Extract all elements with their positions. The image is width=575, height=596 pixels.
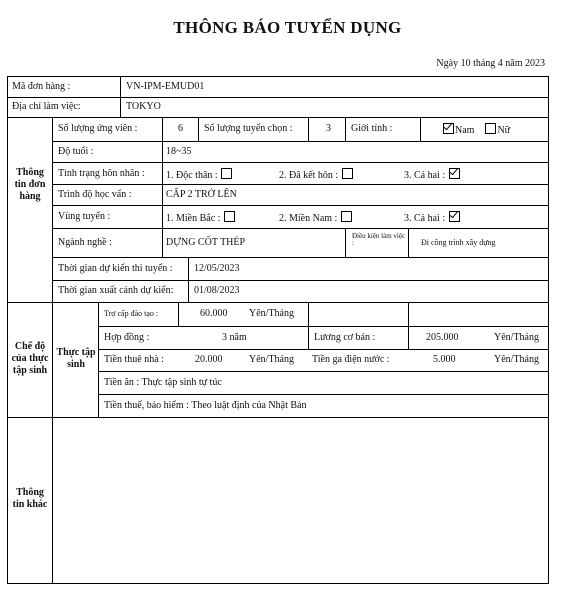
workplace-label: Địa chỉ làm việc: [12, 101, 81, 112]
region-label: Vùng tuyển : [58, 211, 111, 222]
rent-label: Tiền thuê nhà : [104, 354, 164, 365]
col-divider [345, 117, 346, 141]
row-divider [52, 205, 548, 206]
contract-label: Hợp đồng : [104, 332, 150, 343]
rent-unit: Yên/Tháng [249, 354, 294, 365]
row-divider [98, 326, 548, 327]
training-allowance-value: 60.000 [200, 308, 228, 319]
female-label: Nữ [497, 125, 511, 136]
marital-single-checkbox[interactable] [221, 168, 232, 179]
marital-label: Tình trạng hôn nhân : [58, 168, 145, 179]
conditions-value: Đi công trình xây dựng [421, 238, 496, 247]
applicants-label: Số lượng ứng viên : [58, 123, 138, 134]
salary-unit: Yên/Tháng [494, 332, 539, 343]
row-divider [52, 228, 548, 229]
document-date: Ngày 10 tháng 4 năm 2023 [436, 58, 545, 69]
col-divider [308, 302, 309, 349]
age-label: Độ tuổi : [58, 146, 94, 157]
marital-option-single [166, 168, 233, 182]
col-divider [308, 117, 309, 141]
col-divider [408, 228, 409, 257]
row-divider [52, 257, 548, 258]
intern-heading: Thực tập sinh [56, 347, 96, 370]
col-divider [420, 117, 421, 141]
departure-label: Thời gian xuất cảnh dự kiến: [58, 285, 174, 296]
region-opt1-label: 1. Miền Bắc : [166, 213, 221, 224]
marital-opt1-label: 1. Độc thân : [166, 170, 218, 181]
food-note: Tiền ăn : Thực tập sinh tự túc [104, 377, 222, 388]
marital-opt3-label: 3. Cả hai : [404, 170, 446, 181]
col-divider [408, 302, 409, 349]
marital-option-both [404, 168, 461, 182]
training-allowance-unit: Yên/Tháng [249, 308, 294, 319]
row-divider [8, 302, 548, 303]
workplace-value: TOKYO [126, 101, 161, 112]
marital-opt2-label: 2. Đã kết hôn : [279, 170, 339, 181]
col-divider [162, 141, 163, 257]
conditions-label: Điều kiện làm việc : [352, 232, 406, 247]
order-code-label: Mã đơn hàng : [12, 81, 71, 92]
row-divider [98, 394, 548, 395]
male-label: Nam [455, 125, 475, 136]
training-allowance-label: Trợ cấp đào tạo : [104, 309, 159, 318]
row-divider [52, 162, 548, 163]
col-divider [98, 302, 99, 417]
age-value: 18~35 [166, 146, 192, 157]
recruitment-form [7, 76, 549, 584]
col-divider [345, 228, 346, 257]
salary-label: Lương cơ bản : [314, 332, 376, 343]
col-divider [198, 117, 199, 141]
job-value: DỰNG CỐT THÉP [166, 237, 246, 248]
other-info-heading: Thông tin khác [12, 487, 48, 510]
row-divider [8, 97, 548, 98]
salary-value: 205.000 [426, 332, 459, 343]
utility-unit: Yên/Tháng [494, 354, 539, 365]
document-title: THÔNG BÁO TUYỂN DỤNG [173, 18, 402, 37]
region-both-checkbox[interactable] [449, 211, 460, 222]
order-code-value: VN-IPM-EMUD01 [126, 81, 205, 92]
region-opt3-label: 3. Cả hai : [404, 213, 446, 224]
rent-value: 20.000 [195, 354, 223, 365]
utility-label: Tiền ga điện nước : [312, 354, 390, 365]
row-divider [98, 349, 548, 350]
region-option-both [404, 211, 461, 225]
job-label: Ngành nghề : [58, 237, 112, 248]
benefits-heading: Chế độ của thực tập sinh [11, 341, 49, 376]
col-divider [162, 117, 163, 141]
marital-both-checkbox[interactable] [449, 168, 460, 179]
education-value: CẤP 2 TRỞ LÊN [166, 189, 237, 200]
contract-value: 3 năm [222, 332, 247, 343]
row-divider [52, 141, 548, 142]
region-option-south [279, 211, 353, 225]
row-divider [98, 371, 548, 372]
region-south-checkbox[interactable] [341, 211, 352, 222]
female-checkbox[interactable] [485, 123, 496, 134]
tax-note: Tiền thuế, bảo hiểm : Theo luật định của Nhật Bản [104, 400, 307, 411]
selected-label: Số lượng tuyển chọn : [204, 123, 293, 134]
exam-label: Thời gian dự kiến thi tuyển : [58, 263, 173, 274]
marital-option-married [279, 168, 354, 182]
departure-value: 01/08/2023 [194, 285, 240, 296]
row-divider [8, 117, 548, 118]
col-divider [120, 77, 121, 117]
region-option-north [166, 211, 236, 225]
region-opt2-label: 2. Miền Nam : [279, 213, 338, 224]
col-divider [178, 302, 179, 326]
utility-value: 5.000 [433, 354, 456, 365]
gender-options [442, 123, 510, 137]
marital-married-checkbox[interactable] [342, 168, 353, 179]
applicants-value: 6 [178, 123, 183, 134]
col-divider [188, 257, 189, 302]
male-checkbox[interactable] [443, 123, 454, 134]
education-label: Trình độ học vấn : [58, 189, 132, 200]
exam-value: 12/05/2023 [194, 263, 240, 274]
other-info-area[interactable] [53, 418, 548, 583]
row-divider [52, 184, 548, 185]
region-north-checkbox[interactable] [224, 211, 235, 222]
gender-label: Giới tính : [351, 123, 393, 134]
order-info-heading: Thông tin đơn hàng [14, 167, 46, 202]
row-divider [52, 280, 548, 281]
selected-value: 3 [326, 123, 331, 134]
